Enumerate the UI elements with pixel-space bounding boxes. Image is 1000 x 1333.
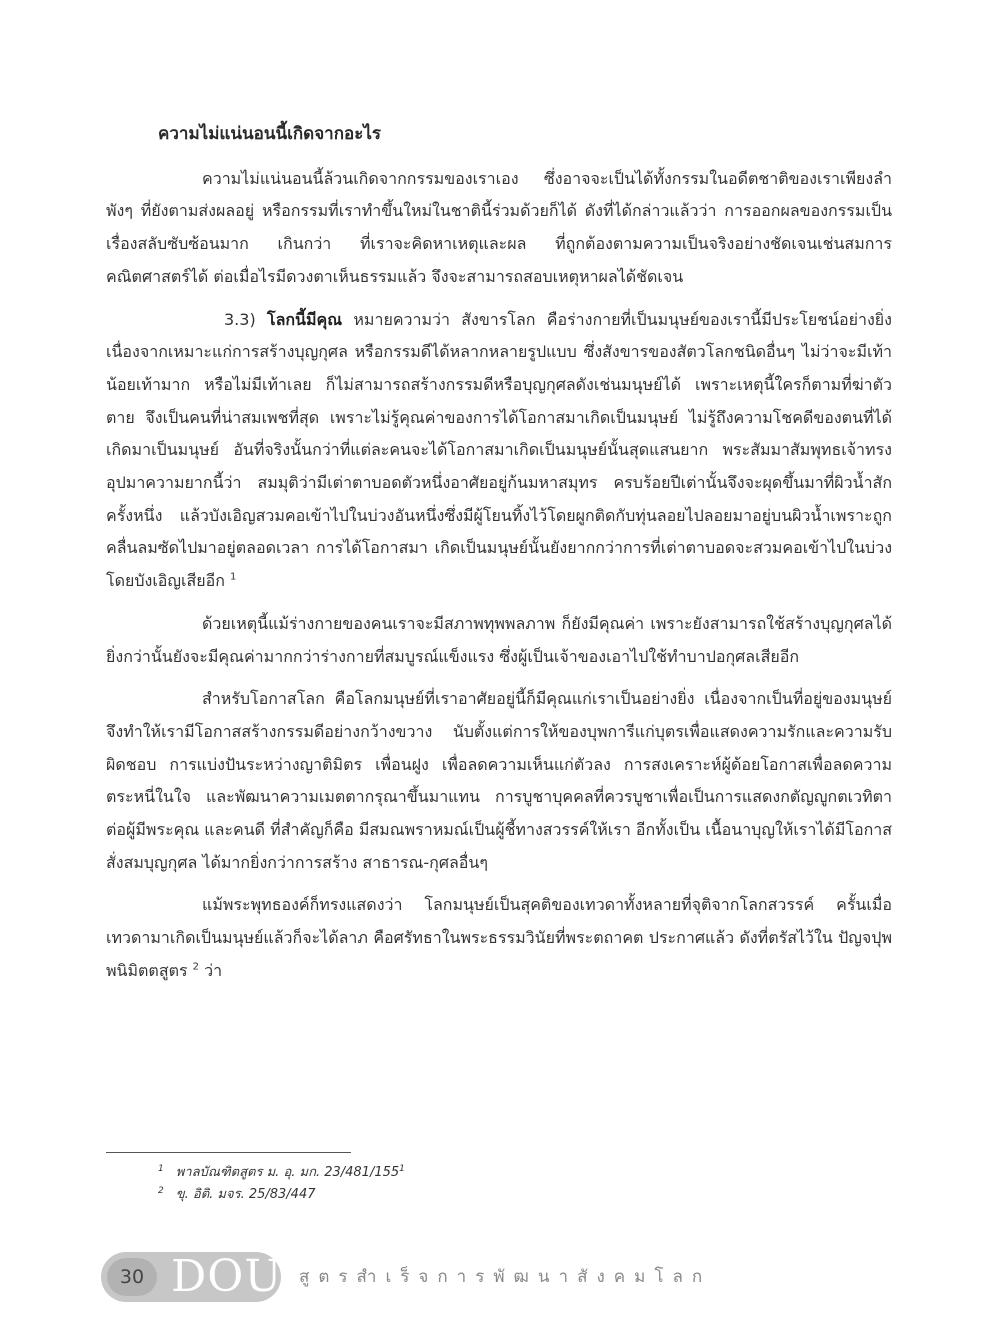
paragraph-2 (106, 304, 892, 598)
footnote-text: ขุ. อิติ. มจร. 25/83/447 (175, 1187, 316, 1202)
item-title: โลกนี้มีคุณ (266, 309, 343, 329)
footnote-divider (106, 1152, 351, 1153)
paragraph-5-text: แม้พระพุทธองค์ก็ทรงแสดงว่า โลกมนุษย์เป็นสุคติของเทวดาทั้งหลายที่จุติจากโลกสวรรค์ ครั้นเมื่อเทวดามาเกิดเป็นมนุษย์แล้วก็จะได้ลาภ คือศรัทธาในพระธรรมวินัยที่พระตถาคต ประกาศแล้ว ดังที่ตรัสไว้ใน ปัญจปุพพนิมิตตสูตร (106, 895, 892, 980)
paragraph-5-end: ว่า (204, 960, 223, 980)
footnote-2 (158, 1184, 417, 1206)
paragraph-5 (106, 889, 892, 987)
footnote-mark: 1 (158, 1163, 164, 1174)
section-heading: ความไม่แน่นอนนี้เกิดจากอะไร (158, 124, 382, 144)
footnote-ref-2: 2 (192, 961, 200, 973)
paragraph-2-text: หมายความว่า สังขารโลก คือร่างกายที่เป็นมนุษย์ของเรานี้มีประโยชน์อย่างยิ่ง เนื่องจากเหมาะแก่การสร้างบุญกุศล หรือกรรมดีได้หลากหลายรูปแบบ ซึ่งสังขารของสัตวโลกชนิดอื่นๆ ไม่ว่าจะมีเท้าน้อยเท้ามาก หรือไม่มีเท้าเลย ก็ไม่สามารถสร้างกรรมดีหรือบุญกุศลดังเช่นมนุษย์ได้ เพราะเหตุนี้ใครก็ตามที่ฆ่าตัวตาย จึงเป็นคนที่น่าสมเพชที่สุด เพราะไม่รู้คุณค่าของการได้โอกาสมาเกิดเป็นมนุษย์ ไม่รู้ถึงความโชคดีของตนที่ได้เกิดมาเป็นมนุษย์ อันที่จริงนั้นกว่าที่แต่ละคนจะได้โอกาสมาเกิดเป็นมนุษย์นั้นสุดแสนยาก พระสัมมาสัมพุทธเจ้าทรงอุปมาความยากนี้ว่า สมมุติว่ามีเต่าตาบอดตัวหนึ่งอาศัยอยู่ก้นมหาสมุทร ครบร้อยปีเต่านั้นจึงจะผุดขึ้นมาที่ผิวน้ำสักครั้งหนึ่ง แล้วบังเอิญสวมคอเข้าไปในบ่วงอันหนึ่งซึ่งมีผู้โยนทิ้งไว้โดยผูกติดกับทุ่นลอยไปลอยมาอยู่บนผิวน้ำเพราะถูกคลื่นลมซัดไปมาอยู่ตลอดเวลา การได้โอกาสมา เกิดเป็นมนุษย์นั้นยังยากกว่าการที่เต่าตาบอดจะสวมคอเข้าไปในบ่วงโดยบังเอิญเสียอีก (106, 309, 892, 591)
page-number: 30 (107, 1258, 157, 1296)
dou-logo: DOU (171, 1251, 283, 1302)
footnote-1 (158, 1162, 417, 1184)
paragraph-3: ด้วยเหตุนี้แม้ร่างกายของคนเราจะมีสภาพทุพพลภาพ ก็ยังมีคุณค่า เพราะยังสามารถใช้สร้างบุญกุศลได้ ยิ่งกว่านั้นยังจะมีคุณค่ามากกว่าร่างกายที่สมบูรณ์แข็งแรง ซึ่งผู้เป็นเจ้าของเอาไปใช้ทำบาปอกุศลเสียอีก (106, 613, 892, 666)
footnotes (158, 1162, 417, 1206)
footnote-ref-1: 1 (230, 571, 237, 583)
running-title: สูตรสำเร็จการพัฒนาสังคมโลก (299, 1267, 712, 1287)
footnote-text: พาลบัณฑิตสูตร ม. อุ. มก. 23/481/155 (175, 1165, 400, 1180)
page-footer (101, 1244, 1000, 1304)
footnote-sup: 1 (399, 1163, 405, 1174)
item-number: 3.3) (224, 309, 256, 329)
footnote-mark: 2 (158, 1185, 164, 1196)
main-text (106, 118, 892, 998)
paragraph-1: ความไม่แน่นอนนี้ล้วนเกิดจากกรรมของเราเอง ซึ่งอาจจะเป็นได้ทั้งกรรมในอดีตชาติของเราเพียงลำพังๆ ที่ยังตามส่งผลอยู่ หรือกรรมที่เราทำขึ้นใหม่ในชาตินี้ร่วมด้วยก็ได้ ดังที่ได้กล่าวแล้วว่า การออกผลของกรรมเป็นเรื่องสลับซับซ้อนมาก เกินกว่า ที่เราจะคิดหาเหตุและผล ที่ถูกต้องตามความเป็นจริงอย่างชัดเจนเช่นสมการคณิตศาสตร์ได้ ต่อเมื่อไรมีดวงตาเห็นธรรมแล้ว จึงจะสามารถสอบเหตุหาผลได้ชัดเจน (106, 168, 892, 286)
paragraph-4: สำหรับโอกาสโลก คือโลกมนุษย์ที่เราอาศัยอยู่นี้ก็มีคุณแก่เราเป็นอย่างยิ่ง เนื่องจากเป็นที่อยู่ของมนุษย์ จึงทำให้เรามีโอกาสสร้างกรรมดีอย่างกว้างขวาง นับตั้งแต่การให้ของบุพการีแก่บุตรเพื่อแสดงความรักและความรับผิดชอบ การแบ่งปันระหว่างญาติมิตร เพื่อนฝูง เพื่อลดความเห็นแก่ตัวลง การสงเคราะห์ผู้ด้อยโอกาสเพื่อลดความตระหนี่ในใจ และพัฒนาความเมตตากรุณาขึ้นมาแทน การบูชาบุคคลที่ควรบูชาเพื่อเป็นการแสดงกตัญญูกตเวทิตาต่อผู้มีพระคุณ และคนดี ที่สำคัญก็คือ มีสมณพราหมณ์เป็นผู้ชี้ทางสวรรค์ให้เรา อีกทั้งเป็น เนื้อนาบุญให้เราได้มีโอกาสสั่งสมบุญกุศล ได้มากยิ่งกว่าการสร้าง สาธารณ-กุศลอื่นๆ (106, 689, 892, 872)
